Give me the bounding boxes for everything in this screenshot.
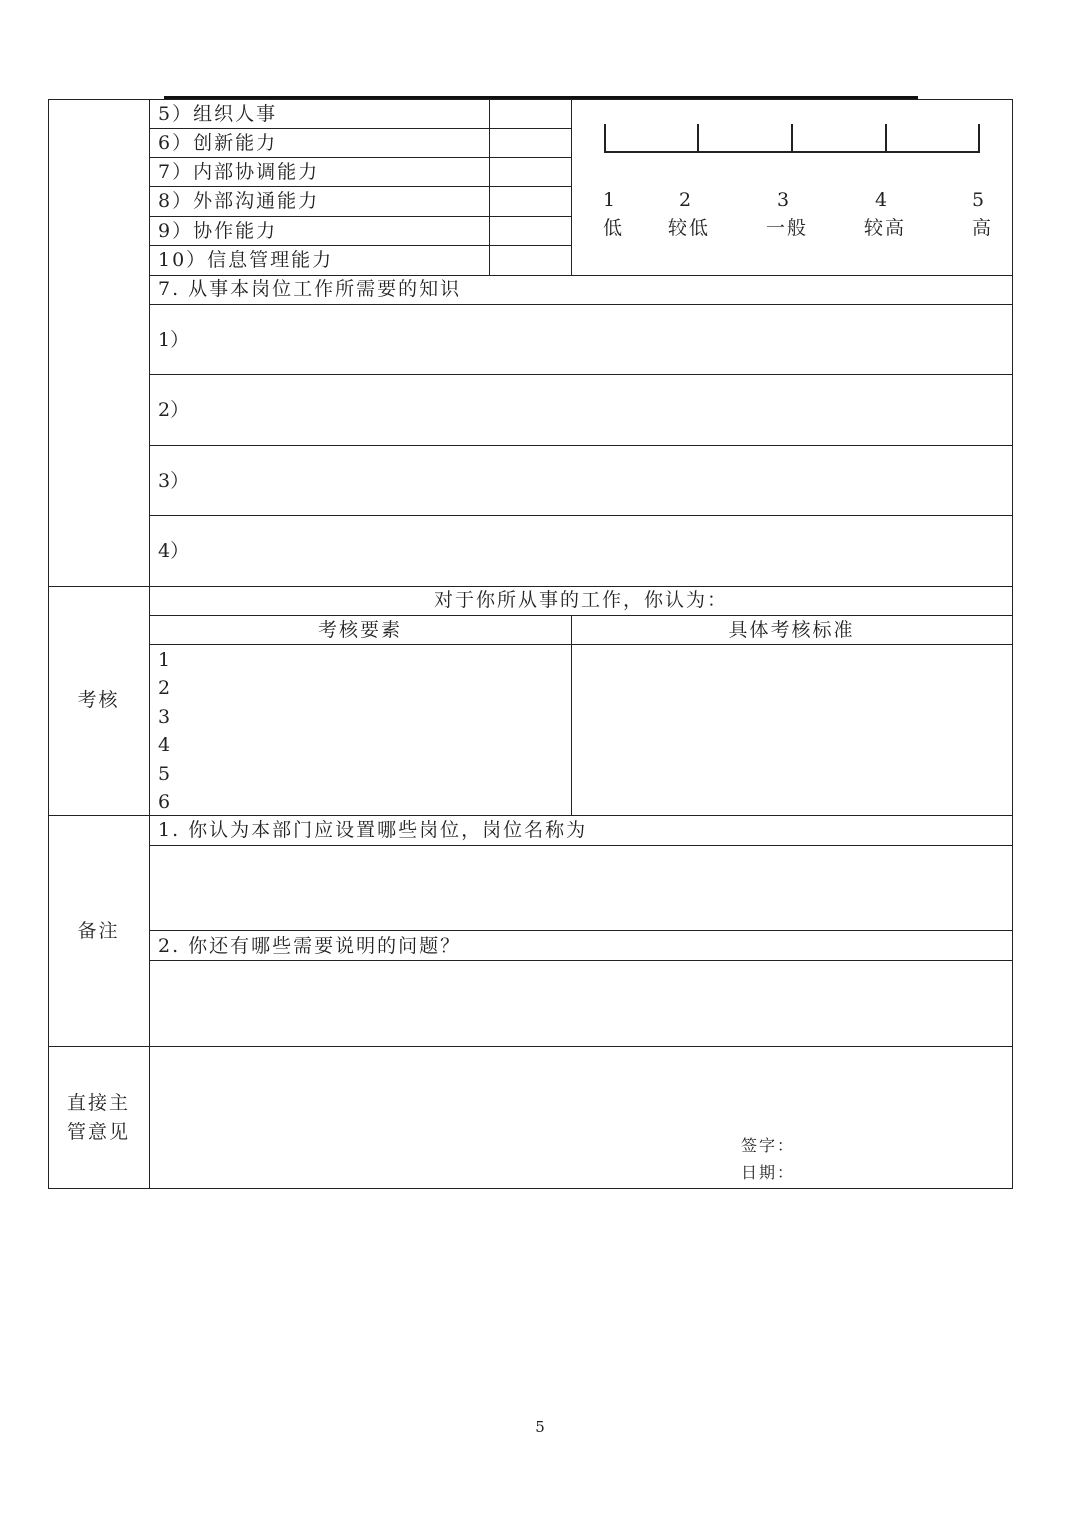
scale-number: 1 (603, 189, 616, 211)
skill-item: 8）外部沟通能力 (158, 190, 320, 212)
scale-label: 较高 (864, 217, 907, 239)
knowledge-item: 1） (158, 329, 190, 351)
row-line (149, 930, 1013, 931)
rating-scale-tick (697, 124, 699, 153)
assessment-col-elements: 考核要素 (317, 619, 402, 641)
skill-item: 7）内部协调能力 (158, 161, 320, 183)
assessment-row: 3 (158, 706, 171, 728)
assessment-col-divider (571, 615, 572, 816)
scale-number: 3 (777, 189, 790, 211)
scale-label: 高 (972, 217, 994, 239)
row-line (149, 845, 1013, 846)
page-number: 5 (535, 1418, 545, 1436)
row-line (149, 644, 1013, 645)
scale-number: 4 (875, 189, 888, 211)
remarks-question-2: 2. 你还有哪些需要说明的问题？ (158, 935, 462, 957)
knowledge-item: 2） (158, 399, 190, 421)
knowledge-heading: 7. 从事本岗位工作所需要的知识 (158, 278, 462, 300)
knowledge-item: 3） (158, 470, 190, 492)
scale-number: 5 (972, 189, 985, 211)
skill-item: 9）协作能力 (158, 220, 278, 242)
knowledge-item: 4） (158, 540, 190, 562)
row-line (149, 186, 572, 187)
assessment-row: 2 (158, 677, 171, 699)
rating-scale-tick (978, 124, 980, 153)
assessment-intro: 对于你所从事的工作，你认为： (433, 589, 728, 611)
row-line (149, 157, 572, 158)
scale-label: 较低 (668, 217, 711, 239)
scale-label: 一般 (766, 217, 809, 239)
section-line (48, 815, 1013, 816)
row-line (149, 374, 1013, 375)
assessment-section-label: 考核 (77, 689, 120, 711)
sign-label: 签字： (741, 1136, 796, 1155)
table-border-top (48, 99, 1013, 100)
supervisor-label-line1: 直接主 (66, 1092, 130, 1114)
skills-col-divider (489, 99, 490, 275)
row-line (149, 245, 572, 246)
row-line (149, 445, 1013, 446)
row-line (149, 615, 1013, 616)
remarks-section-label: 备注 (77, 920, 120, 942)
rating-scale-tick (885, 124, 887, 153)
row-line (149, 128, 572, 129)
assessment-row: 4 (158, 734, 171, 756)
row-line (149, 515, 1013, 516)
table-border-left (48, 99, 49, 1189)
scale-label: 低 (603, 217, 625, 239)
rating-scale-tick (604, 124, 606, 153)
row-line (149, 275, 1013, 276)
scale-number: 2 (679, 189, 692, 211)
row-line (149, 960, 1013, 961)
assessment-row: 6 (158, 791, 171, 813)
section-line (48, 586, 1013, 587)
assessment-row: 1 (158, 649, 171, 671)
assessment-row: 5 (158, 763, 171, 785)
skill-item: 10）信息管理能力 (158, 249, 334, 271)
scale-col-divider (571, 99, 572, 275)
rating-scale-tick (791, 124, 793, 153)
supervisor-label-line2: 管意见 (66, 1121, 130, 1143)
date-label: 日期： (741, 1163, 796, 1182)
assessment-col-standards: 具体考核标准 (728, 619, 855, 641)
row-line (149, 216, 572, 217)
skill-item: 6）创新能力 (158, 132, 278, 154)
row-line (149, 304, 1013, 305)
remarks-question-1: 1. 你认为本部门应设置哪些岗位，岗位名称为 (158, 819, 588, 841)
skill-item: 5）组织人事 (158, 103, 278, 125)
table-border-bottom (48, 1188, 1013, 1189)
section-line (48, 1046, 1013, 1047)
